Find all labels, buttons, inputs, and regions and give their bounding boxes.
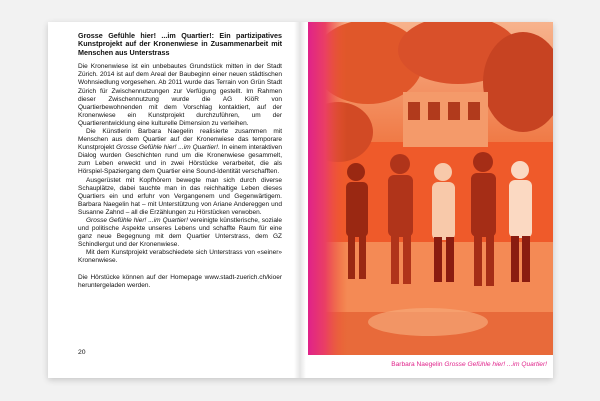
paragraph-2-title: Grosse Gefühle hier! ...im Quartier! — [116, 144, 218, 152]
paragraph-2-text-a: Die Künstlerin Barbara Naegelin realisierte zusammen mit Menschen aus dem Quartier auf der Kronenwiese das temporare Kunstprojekt — [78, 127, 282, 152]
booklet-spread — [48, 22, 553, 378]
caption-artist: Barbara Naegelin — [391, 361, 445, 368]
article-body — [78, 63, 282, 290]
paragraph-3: Ausgerüstet mit Kopfhörern bewegte man sich durch diverse Schauplätze, dabei tauchte man in das reichhaltige Leben dieses Quartiers ein und erfuhr von Vergangenem und Gegenwärtigem. Barbara Naegelin hat – mit Unterstützung von Ariane Andereggen und Susanne Zahnd – all die Erzählungen zu Hörstücken verwoben. — [78, 176, 282, 216]
article-headline — [78, 32, 282, 57]
paragraph-1: Die Kronenwiese ist ein unbebautes Grundstück mitten in der Stadt Zürich. 2014 ist auf dem Areal der Baubeginn einer neuen städtischen Wohnsiedlung vorgesehen. Ab 2011 wurde das Terrain von Grün Stadt Zürich für Zwischennutzungen zur Verfügung gestellt. Im Rahmen dieser Zwischennutzung wurde die AG KiöR von Quartierbewohnenden mit dem Vorschlag kontaktiert, auf der Kronenwiese ein Kunstprojekt durchzuführen, um der Quartierentwicklung eine kulturelle Dimension zu verleihen. — [78, 63, 282, 127]
paragraph-4 — [78, 217, 282, 249]
paragraph-4-text: vereinigte künstlerische, soziale und politische Aspekte unseres Lebens und schaffte Raum für eine ganz neue Begegnung mit dem Quartier Unterstrass, dem GZ Schindlergut und der Kronenwiese. — [78, 217, 282, 249]
paragraph-5: Mit dem Kunstprojekt verabschiedete sich Unterstrass von «seiner» Kronenwiese. — [78, 249, 282, 265]
photo-caption — [391, 361, 547, 368]
caption-title: Grosse Gefühle hier! ...im Quartier! — [444, 361, 547, 368]
paragraph-2-text-b: . In einem interaktiven Dialog wurden Geschichten rund um die Kronenwiese gesammelt, zum Leben erweckt und in zwei Hörstücke verarbeitet, die als Hörspiel-Spaziergang dem Quartier eine Sound-Identität verschafften. — [78, 144, 283, 176]
paragraph-2 — [78, 128, 282, 177]
duotone-photo — [308, 22, 553, 355]
right-page — [300, 22, 553, 378]
paragraph-4-title: Grosse Gefühle hier! ...im Quartier! — [86, 217, 188, 224]
paragraph-6: Die Hörstücke können auf der Homepage www.stadt-zuerich.ch/kioer heruntergeladen werden. — [78, 273, 282, 289]
page-number: 20 — [78, 349, 86, 356]
headline-project-title: Grosse Gefühle hier! ...im Quartier! — [78, 31, 212, 40]
left-page — [48, 22, 300, 378]
headline-subtitle: : Ein partizipatives Kunstprojekt auf der Kronenwiese in Zusammenarbeit mit Menschen aus Unterstrass — [78, 31, 282, 57]
